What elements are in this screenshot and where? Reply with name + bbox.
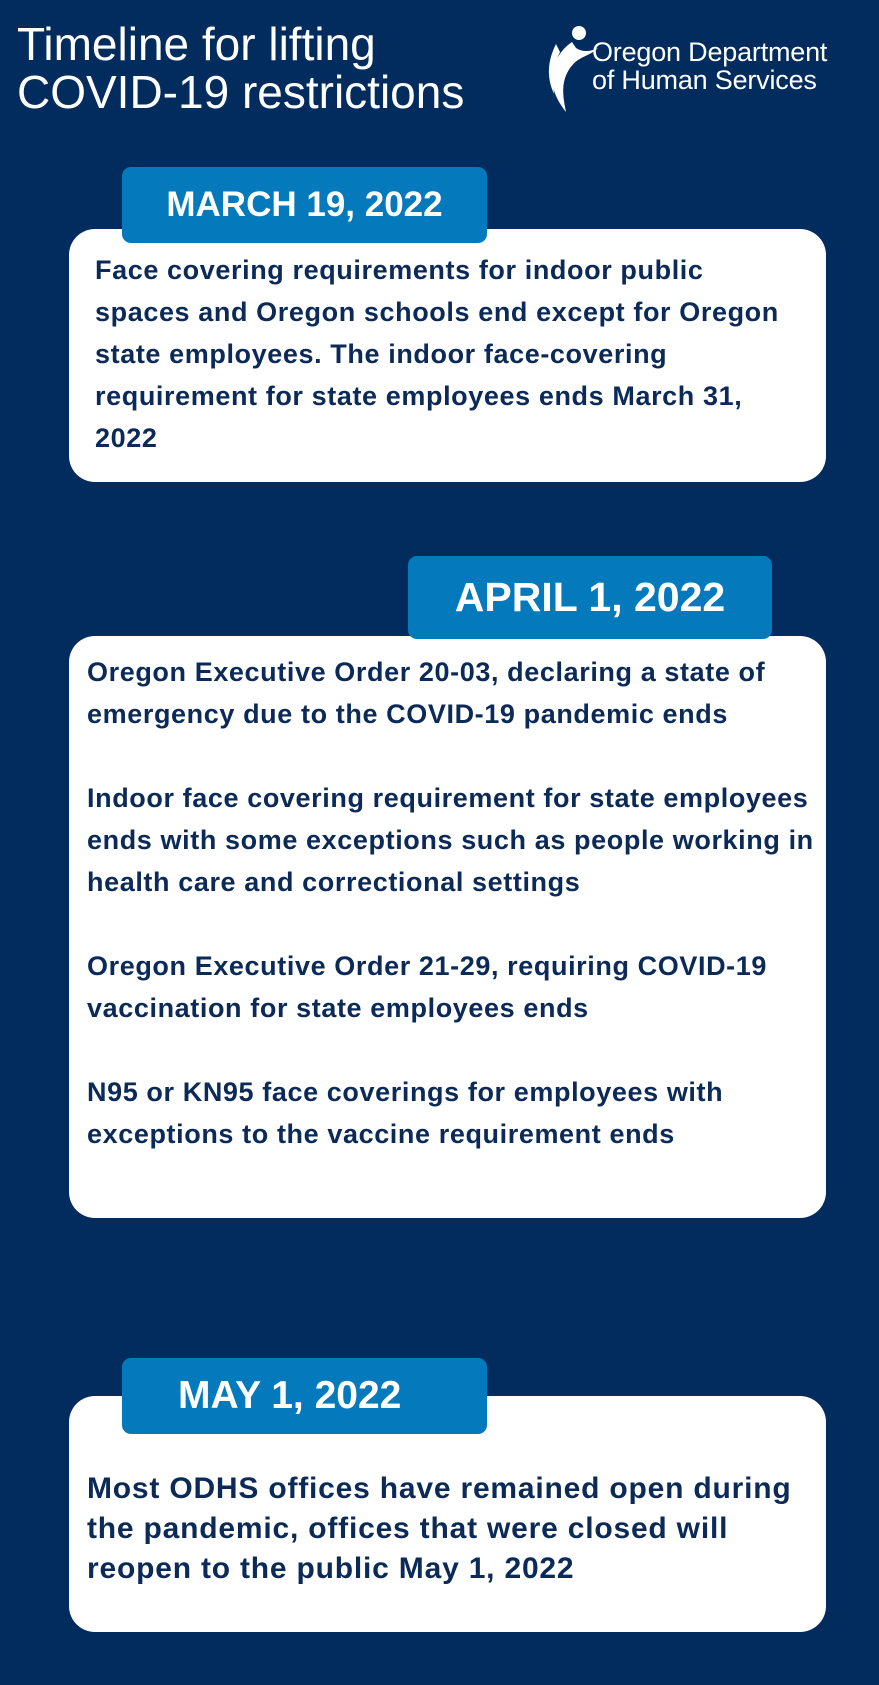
date-text: MARCH 19, 2022 [166, 185, 443, 224]
date-label-may-1 [122, 1358, 487, 1434]
date-label-april-1 [408, 556, 772, 639]
date-text: MAY 1, 2022 [178, 1374, 402, 1417]
odhs-logo [540, 24, 860, 116]
event-description [87, 1469, 816, 1589]
event-description [95, 249, 786, 459]
date-text: APRIL 1, 2022 [454, 574, 726, 620]
logo-line-1: Oregon Department [592, 37, 828, 67]
logo-line-2: of Human Services [592, 65, 817, 95]
title-line-2: COVID-19 restrictions [17, 66, 465, 118]
logo-text [592, 38, 827, 94]
event-paragraph: Oregon Executive Order 21-29, requiring COVID-19 vaccination for state employees ends [87, 951, 768, 1023]
event-paragraph: Indoor face covering requirement for state employees ends with some exceptions such as people working in health care and correctional settings [87, 783, 814, 897]
event-paragraph: Most ODHS offices have remained open during the pandemic, offices that were closed will reopen to the public May 1, 2022 [87, 1472, 792, 1585]
page-title [17, 20, 464, 116]
event-card-march-19 [69, 229, 826, 482]
event-paragraph: Oregon Executive Order 20-03, declaring a state of emergency due to the COVID-19 pandemic ends [87, 657, 766, 729]
odhs-figure-logo-icon [540, 24, 600, 116]
event-description [87, 651, 816, 1155]
event-card-april-1 [69, 636, 826, 1218]
title-line-1: Timeline for lifting [17, 18, 376, 70]
date-label-march-19 [122, 167, 487, 243]
event-paragraph: N95 or KN95 face coverings for employees with exceptions to the vaccine requirement ends [87, 1077, 724, 1149]
event-paragraph: Face covering requirements for indoor public spaces and Oregon schools end except for Oregon state employees. The indoor face-covering requirement for state employees ends March 31, 2022 [95, 255, 779, 453]
